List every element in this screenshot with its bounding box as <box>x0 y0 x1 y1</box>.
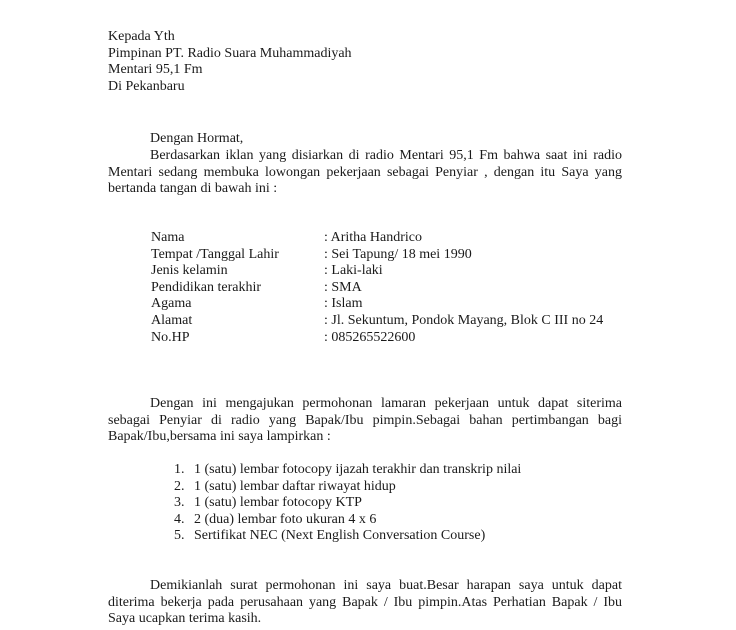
detail-row <box>151 330 603 347</box>
detail-row <box>151 313 603 330</box>
detail-row <box>151 247 603 264</box>
detail-value: : 085265522600 <box>324 329 416 345</box>
list-number: 1. <box>174 462 185 477</box>
list-text: 1 (satu) lembar fotocopy KTP <box>194 495 362 511</box>
detail-row <box>151 280 603 297</box>
detail-value: : Jl. Sekuntum, Pondok Mayang, Blok C III no 24 <box>324 312 604 328</box>
detail-row <box>151 263 603 280</box>
detail-value: : Islam <box>324 296 363 312</box>
detail-label: Pendidikan terakhir <box>151 279 262 295</box>
request-paragraph <box>108 396 622 446</box>
detail-value: : Laki-laki <box>324 263 383 279</box>
opening-paragraph <box>108 148 622 198</box>
detail-label: Tempat /Tanggal Lahir <box>151 246 279 262</box>
detail-value: : Aritha Handrico <box>324 230 422 245</box>
list-item <box>174 512 521 529</box>
list-text: 1 (satu) lembar daftar riwayat hidup <box>194 478 396 494</box>
list-text: 2 (dua) lembar foto ukuran 4 x 6 <box>194 511 377 527</box>
detail-label: Nama <box>151 230 185 245</box>
list-number: 5. <box>174 528 185 544</box>
address-line: Pimpinan PT. Radio Suara Muhammadiyah <box>108 45 352 61</box>
request-paragraph-text: Dengan ini mengajukan permohonan lamaran pekerjaan untuk dapat siterima sebagai Penyiar di radio yang Bapak/Ibu pimpin.Sebagai bahan pertimbangan bagi Bapak/Ibu,bersama ini saya lampirkan : <box>108 396 622 445</box>
list-text: 1 (satu) lembar fotocopy ijazah terakhir dan transkrip nilai <box>194 462 522 477</box>
opening-paragraph-text: Berdasarkan iklan yang disiarkan di radio Mentari 95,1 Fm bahwa saat ini radio Mentari sedang membuka lowongan pekerjaan sebagai Penyiar , dengan itu Saya yang bertanda tangan di bawah ini : <box>108 148 622 197</box>
recipient-address <box>108 29 352 95</box>
list-item <box>174 528 521 545</box>
list-number: 2. <box>174 478 185 494</box>
detail-value: : SMA <box>324 279 362 295</box>
detail-row <box>151 230 603 247</box>
detail-label: No.HP <box>151 329 190 345</box>
list-item <box>174 495 521 512</box>
list-item <box>174 462 521 479</box>
list-number: 3. <box>174 495 185 511</box>
closing-paragraph <box>108 578 622 628</box>
detail-label: Agama <box>151 296 192 312</box>
applicant-details <box>151 230 603 346</box>
attachment-list <box>174 462 521 545</box>
address-line: Di Pekanbaru <box>108 78 185 94</box>
detail-label: Jenis kelamin <box>151 263 228 279</box>
address-line: Mentari 95,1 Fm <box>108 62 203 78</box>
detail-label: Alamat <box>151 312 193 328</box>
closing-paragraph-text: Demikianlah surat permohonan ini saya buat.Besar harapan saya untuk dapat diterima bekerja pada perusahaan yang Bapak / Ibu pimpin.Atas Perhatian Bapak / Ibu Saya ucapkan terima kasih. <box>108 578 622 627</box>
salutation: Dengan Hormat, <box>150 131 244 146</box>
detail-value: : Sei Tapung/ 18 mei 1990 <box>324 246 472 262</box>
list-text: Sertifikat NEC (Next English Conversation Course) <box>194 528 486 544</box>
address-line: Kepada Yth <box>108 29 175 44</box>
list-item <box>174 479 521 496</box>
detail-row <box>151 296 603 313</box>
list-number: 4. <box>174 511 185 527</box>
